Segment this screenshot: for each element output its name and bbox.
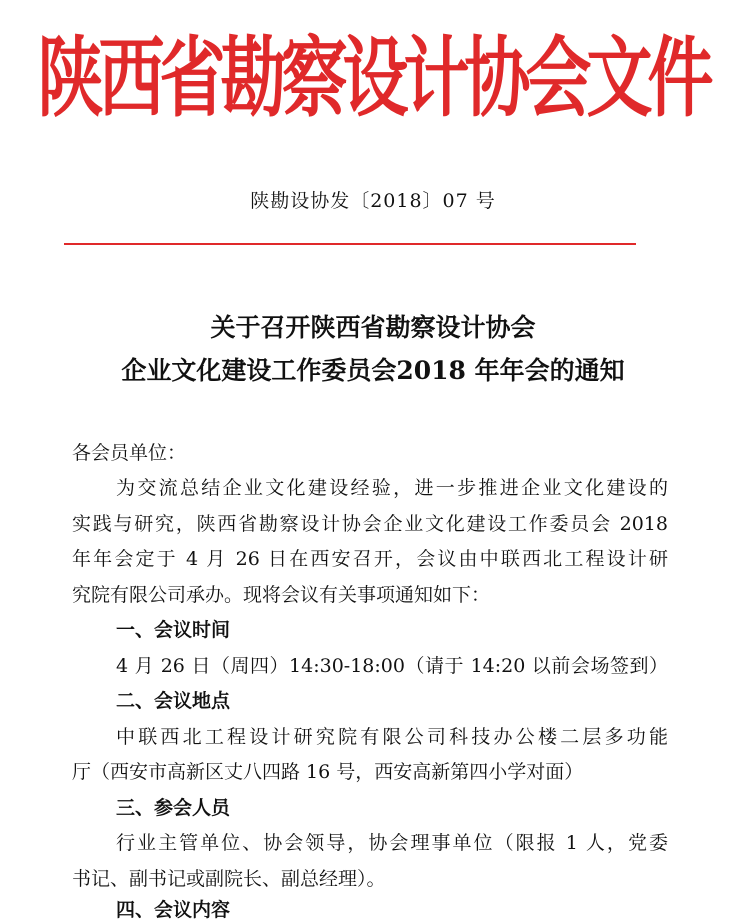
section-heading-location: 二、会议地点 bbox=[116, 690, 231, 712]
salutation: 各会员单位： bbox=[72, 442, 187, 464]
section-location-line-2: 厅（西安市高新区丈八四路 16 号，西安高新第四小学对面） bbox=[72, 761, 584, 783]
notice-title-line-1: 关于召开陕西省勘察设计协会 bbox=[210, 313, 536, 342]
red-separator-line bbox=[64, 243, 636, 245]
notice-title-line-2: 企业文化建设工作委员会2018 年年会的通知 bbox=[121, 356, 625, 385]
intro-line-2: 实践与研究，陕西省勘察设计协会企业文化建设工作委员会 2018 bbox=[72, 513, 668, 535]
document-number: 陕勘设协发〔2018〕07 号 bbox=[250, 190, 496, 212]
intro-line-1: 为交流总结企业文化建设经验，进一步推进企业文化建设的 bbox=[116, 477, 668, 499]
section-attendees-line-2: 书记、副书记或副院长、副总经理）。 bbox=[72, 868, 386, 890]
section-time-line-1: 4 月 26 日（周四）14:30-18:00（请于 14:20 以前会场签到） bbox=[116, 655, 668, 677]
section-heading-time: 一、会议时间 bbox=[116, 619, 231, 641]
masthead-title: 陕西省勘察设计协会文件 bbox=[37, 26, 709, 130]
section-heading-attendees: 三、参会人员 bbox=[116, 797, 231, 819]
intro-line-3: 年年会定于 4 月 26 日在西安召开，会议由中联西北工程设计研 bbox=[72, 548, 668, 570]
section-location-line-1: 中联西北工程设计研究院有限公司科技办公楼二层多功能 bbox=[116, 726, 668, 748]
section-heading-agenda: 四、会议内容 bbox=[116, 899, 231, 921]
section-attendees-line-1: 行业主管单位、协会领导，协会理事单位（限报 1 人，党委 bbox=[116, 832, 668, 854]
intro-line-4: 究院有限公司承办。现将会议有关事项通知如下： bbox=[72, 584, 491, 606]
